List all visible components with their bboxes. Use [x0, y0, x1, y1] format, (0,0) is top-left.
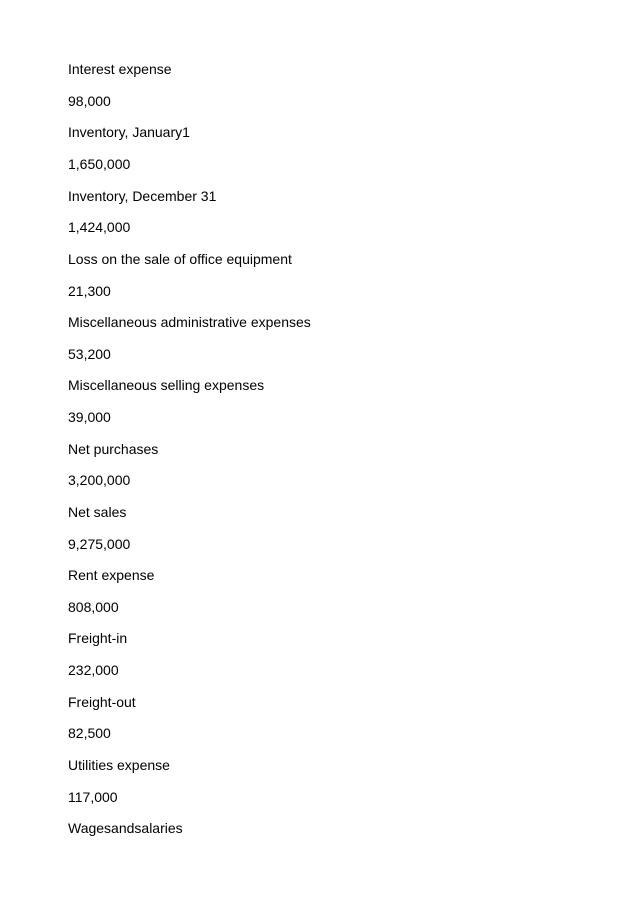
text-line-loss-on-sale: Loss on the sale of office equipment	[68, 251, 292, 267]
text-line-net-sales-value: 9,275,000	[68, 536, 131, 552]
text-line-loss-on-sale-value: 21,300	[68, 283, 111, 299]
text-line-freight-in: Freight-in	[68, 630, 128, 646]
text-line-utilities-expense-value: 117,000	[68, 789, 118, 805]
text-line-rent-expense: Rent expense	[68, 567, 155, 583]
text-line-misc-selling: Miscellaneous selling expenses	[68, 377, 265, 393]
text-line-wages-and-salaries: Wagesandsalaries	[68, 820, 183, 836]
text-line-interest-expense: Interest expense	[68, 61, 172, 77]
text-line-inventory-december-value: 1,424,000	[68, 219, 131, 235]
text-line-inventory-january-value: 1,650,000	[68, 156, 131, 172]
text-line-net-purchases: Net purchases	[68, 441, 159, 457]
text-line-interest-expense-value: 98,000	[68, 93, 111, 109]
text-line-freight-out-value: 82,500	[68, 725, 111, 741]
text-line-rent-expense-value: 808,000	[68, 599, 119, 615]
text-line-freight-in-value: 232,000	[68, 662, 119, 678]
text-line-misc-admin: Miscellaneous administrative expenses	[68, 314, 311, 330]
text-line-net-purchases-value: 3,200,000	[68, 472, 131, 488]
text-line-misc-selling-value: 39,000	[68, 409, 111, 425]
text-line-freight-out: Freight-out	[68, 694, 136, 710]
text-line-misc-admin-value: 53,200	[68, 346, 111, 362]
text-line-utilities-expense: Utilities expense	[68, 757, 170, 773]
text-line-inventory-january: Inventory, January1	[68, 124, 190, 140]
text-line-inventory-december: Inventory, December 31	[68, 188, 217, 204]
text-line-net-sales: Net sales	[68, 504, 127, 520]
